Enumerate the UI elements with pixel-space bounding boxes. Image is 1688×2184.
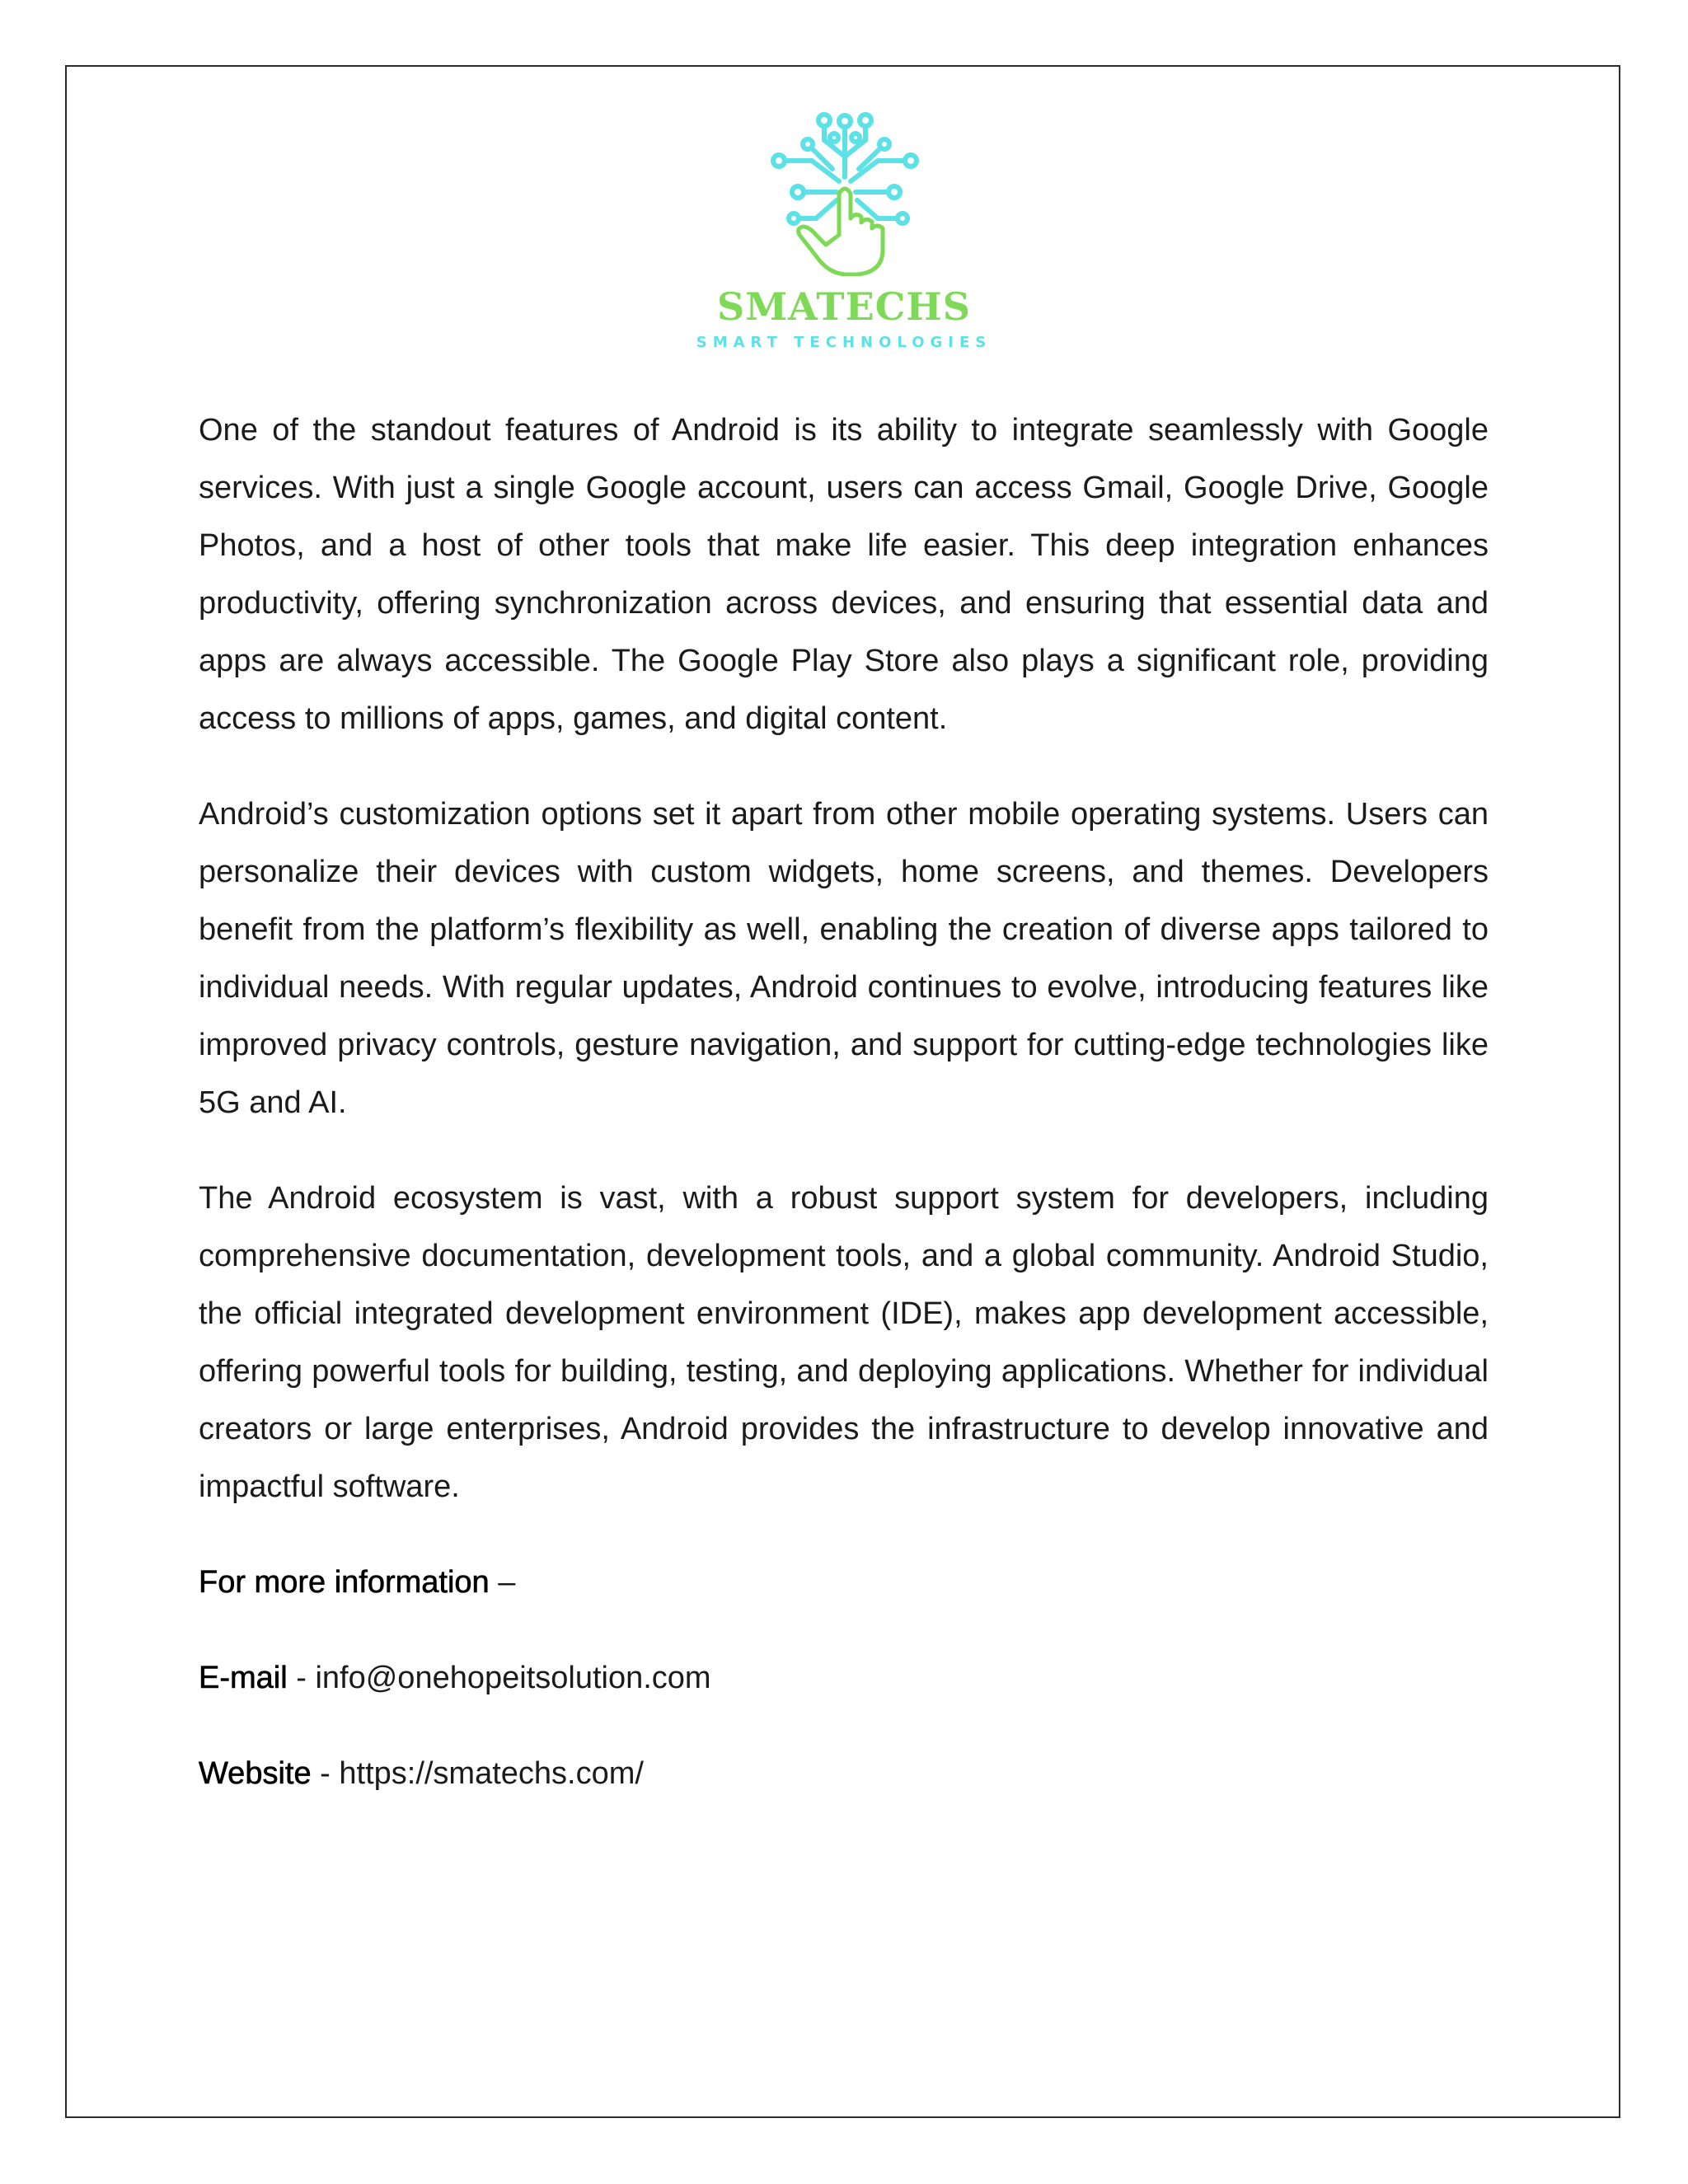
website-link[interactable]: https://smatechs.com/ [339, 1756, 644, 1791]
brand-tagline: SMART TECHNOLOGIES [696, 334, 992, 351]
email-line [199, 1649, 1489, 1707]
email-separator: - [287, 1661, 316, 1695]
email-label: E-mail [199, 1661, 288, 1695]
more-information-heading [199, 1554, 1489, 1611]
brand-logo [0, 111, 1688, 359]
paragraph-google-integration: One of the standout features of Android is its ability to integrate seamlessly with Google services. With just a single Google account, users can access Gmail, Google Drive, Google Photos, and a host of other tools that make life easier. This deep integration enhances productivity, offering synchronization across devices, and ensuring that essential data and apps are always accessible. The Google Play Store also plays a significant role, providing access to millions of apps, games, and digital content. [199, 413, 1489, 736]
email-value[interactable]: info@onehopeitsolution.com [315, 1661, 711, 1695]
website-label: Website [199, 1756, 312, 1791]
paragraph-customization: Android’s customization options set it apart from other mobile operating systems. Users can personalize their devices with custom widgets, home screens, and themes. Developers benefit from the platform’s flexibility as well, enabling the creation of diverse apps tailored to individual needs. With regular updates, Android continues to evolve, introducing features like improved privacy controls, gesture navigation, and support for cutting-edge technologies like 5G and AI. [199, 797, 1489, 1120]
website-line [199, 1745, 1489, 1802]
website-separator: - [311, 1756, 340, 1791]
more-information-label: For more information [199, 1565, 490, 1600]
more-information-dash: – [489, 1565, 516, 1600]
circuit-hand-icon [767, 111, 923, 276]
paragraph-ecosystem: The Android ecosystem is vast, with a robust support system for developers, including comprehensive documentation, development tools, and a global community. Android Studio, the official integrated development environment (IDE), makes app development accessible, offering powerful tools for building, testing, and deploying applications. Whether for individual creators or large enterprises, Android provides the infrastructure to develop innovative and impactful software. [199, 1181, 1489, 1504]
brand-name: SMATECHS [717, 284, 971, 329]
document-body [199, 401, 1489, 1840]
